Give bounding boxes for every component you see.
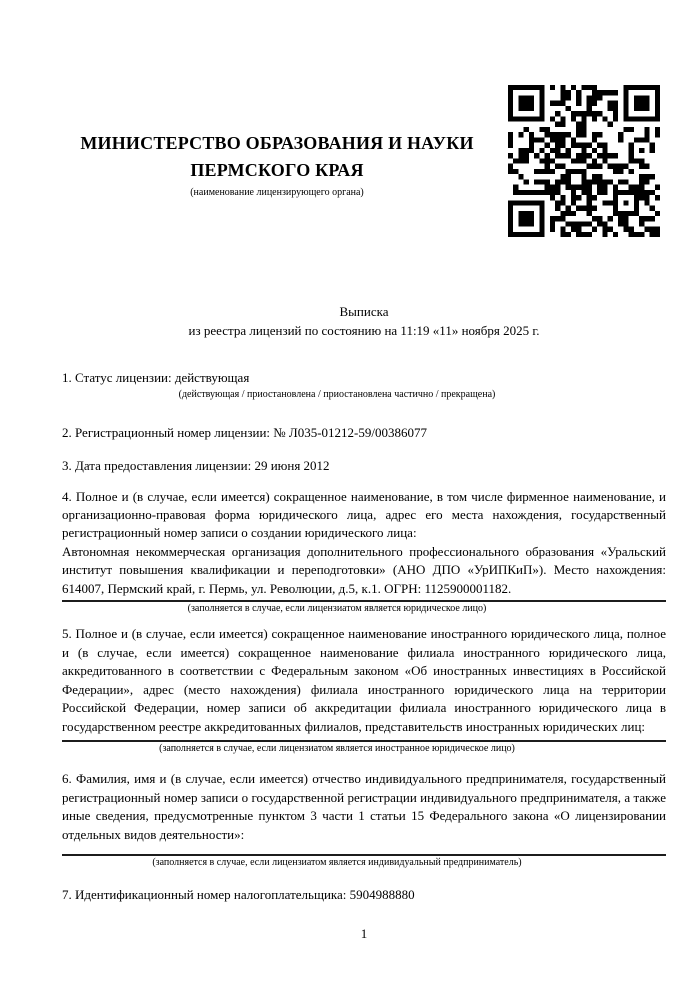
- legal-entity-item-label: 4. Полное и (в случае, если имеется) сокращенное наименование, в том числе фирменное наименование, и организационно-правовая форма юридического лица, адрес его места нахождения, государственный регистрационный номер записи о создании юридического лица:: [62, 488, 666, 541]
- document-title-line2: из реестра лицензий по состоянию на 11:19 «11» ноября 2025 г.: [188, 322, 540, 338]
- foreign-entity-item-label: 5. Полное и (в случае, если имеется) сокращенное наименование иностранного юридического лица, полное и (в случае, если имеется) сокращенное наименование филиала иностранного юридического лица, аккредитованного в соответствии с Федеральным законом «Об иностранных инвестициях в Российской Федерации», адрес (место нахождения) филиала иностранного юридического лица на территории Российской Федерации, номер записи об аккредитации филиала иностранного юридического лица в государственном реестре аккредитованных филиалов, представительств иностранных юридических лиц:: [62, 626, 666, 734]
- license-status-options-caption: (действующая / приостановлена / приостановлена частично / прекращена): [178, 389, 496, 401]
- entrepreneur-fill-caption: (заполняется в случае, если лицензиатом является индивидуальный предприниматель): [152, 857, 522, 869]
- license-grant-date-item: 3. Дата предоставления лицензии: 29 июня 2012: [62, 458, 330, 474]
- document-title: [62, 303, 666, 341]
- qr-code-icon: [508, 85, 660, 237]
- license-status-item: 1. Статус лицензии: действующая: [62, 370, 250, 385]
- foreign-entity-fill-caption: (заполняется в случае, если лицензиатом является иностранное юридическое лицо): [159, 743, 515, 755]
- registration-number-item: 2. Регистрационный номер лицензии: № Л035-01212-59/00386077: [62, 424, 428, 440]
- taxpayer-number-item: 7. Идентификационный номер налогоплательщика: 5904988880: [62, 887, 415, 903]
- authority-caption: (наименование лицензирующего органа): [190, 187, 364, 198]
- entrepreneur-item-label: 6. Фамилия, имя и (в случае, если имеется) отчество индивидуального предпринимателя, государственный регистрационный номер записи о государственной регистрации индивидуального предпринимателя, а также иные сведения, предусмотренные пунктом 3 части 1 статьи 15 Федерального закона «О лицензировании отдельных видов деятельности»:: [62, 771, 666, 842]
- authority-name-line2: ПЕРМСКОГО КРАЯ: [190, 160, 364, 180]
- legal-entity-item-value: Автономная некоммерческая организация дополнительного профессионального образования «Уральский институт повышения квалификации и переподготовки» (АНО ДПО «УрИПКиП»). Место нахождения: 614007, Пермский край, г. Пермь, ул. Революции, д.5, к.1. ОГРН: 1125900001182.: [62, 543, 666, 596]
- document-body: [62, 369, 666, 905]
- document-header: [62, 130, 492, 198]
- page-number: 1: [360, 926, 368, 941]
- licensing-authority-name: [62, 130, 492, 184]
- authority-name-line1: МИНИСТЕРСТВО ОБРАЗОВАНИЯ И НАУКИ: [80, 133, 474, 153]
- document-title-line1: Выписка: [339, 304, 389, 319]
- legal-entity-fill-caption: (заполняется в случае, если лицензиатом является юридическое лицо): [187, 603, 487, 615]
